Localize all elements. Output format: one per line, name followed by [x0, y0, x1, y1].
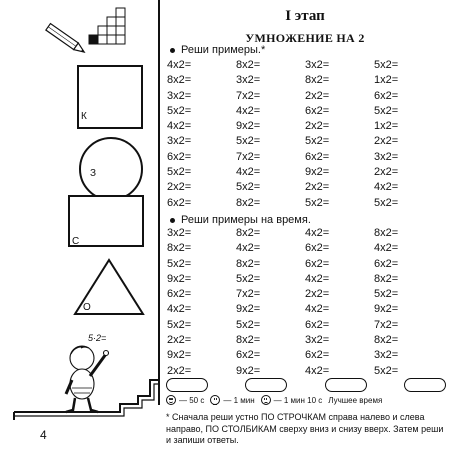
- square-label: К: [81, 111, 87, 122]
- cubes-icon: [86, 6, 132, 52]
- problem-item: 5x2=: [236, 318, 261, 331]
- instruction-1: [170, 44, 265, 56]
- problem-item: 5x2=: [305, 196, 330, 209]
- problem-item: 6x2=: [167, 288, 192, 301]
- problem-item: 4x2=: [374, 181, 399, 194]
- problem-item: 9x2=: [305, 166, 330, 179]
- legend-sad: — 1 мин 10 с: [273, 395, 323, 405]
- problem-item: 6x2=: [167, 196, 192, 209]
- problem-item: 6x2=: [167, 150, 192, 163]
- time-legend: [166, 395, 448, 405]
- problem-item: 8x2=: [305, 74, 330, 87]
- smile-face-icon: [166, 395, 176, 405]
- page-number: 4: [40, 428, 47, 442]
- problem-item: 2x2=: [167, 334, 192, 347]
- problem-item: 3x2=: [305, 59, 330, 71]
- page-title: УМНОЖЕНИЕ НА 2: [245, 31, 365, 45]
- time-box-4[interactable]: [404, 378, 446, 392]
- problem-item: 8x2=: [236, 196, 261, 209]
- problem-item: 9x2=: [374, 303, 399, 316]
- problem-item: 6x2=: [374, 257, 399, 270]
- rectangle-shape: [69, 196, 143, 246]
- problem-item: 7x2=: [236, 89, 261, 102]
- problem-item: 3x2=: [374, 150, 399, 163]
- legend-best: Лучшее время: [328, 395, 383, 405]
- problem-item: 5x2=: [374, 59, 399, 71]
- triangle-label: О: [83, 302, 91, 313]
- problem-item: 8x2=: [236, 227, 261, 239]
- problem-item: 5x2=: [167, 166, 192, 179]
- problem-item: 5x2=: [167, 318, 192, 331]
- time-box-3[interactable]: [325, 378, 367, 392]
- problem-item: 3x2=: [167, 227, 192, 239]
- problem-item: 3x2=: [167, 89, 192, 102]
- pencil-icon: [42, 20, 92, 60]
- problem-item: 2x2=: [374, 135, 399, 148]
- problem-item: 2x2=: [374, 166, 399, 179]
- problem-item: 9x2=: [167, 272, 192, 285]
- time-box-1[interactable]: [166, 378, 208, 392]
- problem-item: 2x2=: [167, 364, 192, 377]
- footnote: * Сначала реши устно ПО СТРОЧКАМ справа налево и слева направо, ПО СТОЛБИКАМ сверху вниз и снизу вверх. Затем реши и запиши ответы.: [166, 412, 444, 445]
- staircase-decoration: [0, 360, 160, 420]
- problems-grid-1: [167, 58, 443, 211]
- problem-item: 4x2=: [236, 104, 261, 117]
- problem-item: 2x2=: [305, 288, 330, 301]
- problem-item: 6x2=: [305, 349, 330, 362]
- problem-item: 4x2=: [305, 227, 330, 239]
- problem-item: 9x2=: [236, 364, 261, 377]
- stage-heading: I этап: [285, 8, 325, 24]
- problem-item: 6x2=: [374, 89, 399, 102]
- problem-item: 8x2=: [236, 257, 261, 270]
- problem-item: 4x2=: [305, 272, 330, 285]
- problem-item: 2x2=: [305, 120, 330, 133]
- column-divider: [158, 0, 160, 405]
- time-boxes: [166, 378, 446, 392]
- problem-item: 7x2=: [374, 318, 399, 331]
- problem-item: 8x2=: [236, 59, 261, 71]
- problem-item: 8x2=: [374, 272, 399, 285]
- problem-item: 5x2=: [374, 196, 399, 209]
- problem-item: 7x2=: [236, 288, 261, 301]
- neutral-face-icon: [210, 395, 220, 405]
- problem-item: 8x2=: [167, 74, 192, 87]
- instruction-2-text: Реши примеры на время.: [181, 214, 311, 226]
- legend-neutral: — 1 мин: [223, 395, 255, 405]
- problem-item: 5x2=: [236, 272, 261, 285]
- problem-item: 8x2=: [236, 334, 261, 347]
- problem-item: 1x2=: [374, 74, 399, 87]
- instruction-1-text: Реши примеры.*: [181, 44, 266, 56]
- problem-item: 3x2=: [167, 135, 192, 148]
- problem-item: 3x2=: [374, 349, 399, 362]
- problem-item: 7x2=: [236, 150, 261, 163]
- problem-item: 9x2=: [236, 303, 261, 316]
- instruction-2: [170, 214, 311, 226]
- problem-item: 6x2=: [305, 104, 330, 117]
- problem-item: 6x2=: [305, 150, 330, 163]
- problem-item: 4x2=: [167, 59, 192, 71]
- shapes-illustration: [60, 60, 155, 320]
- problem-item: 4x2=: [236, 242, 261, 255]
- boy-formula: 5·2=: [88, 333, 107, 343]
- circle-label: З: [90, 168, 97, 179]
- problem-item: 9x2=: [167, 349, 192, 362]
- problem-item: 5x2=: [236, 181, 261, 194]
- problem-item: 3x2=: [236, 74, 261, 87]
- problem-item: 8x2=: [374, 227, 399, 239]
- problem-item: 8x2=: [167, 242, 192, 255]
- problem-item: 4x2=: [305, 303, 330, 316]
- problem-item: 4x2=: [167, 120, 192, 133]
- legend-smile: — 50 с: [179, 395, 205, 405]
- problem-item: 1x2=: [374, 120, 399, 133]
- problem-item: 2x2=: [305, 89, 330, 102]
- problem-item: 5x2=: [374, 104, 399, 117]
- sad-face-icon: [261, 395, 271, 405]
- time-box-2[interactable]: [245, 378, 287, 392]
- bullet-icon: [170, 48, 175, 53]
- problem-item: 6x2=: [305, 242, 330, 255]
- problems-grid-2: [167, 226, 443, 379]
- problem-item: 5x2=: [305, 135, 330, 148]
- problem-item: 9x2=: [236, 120, 261, 133]
- square-shape: [78, 66, 142, 128]
- problem-item: 6x2=: [236, 349, 261, 362]
- problem-item: 4x2=: [305, 364, 330, 377]
- problem-item: 5x2=: [374, 288, 399, 301]
- problem-item: 5x2=: [167, 257, 192, 270]
- problem-item: 6x2=: [305, 257, 330, 270]
- problem-item: 4x2=: [374, 242, 399, 255]
- problem-item: 5x2=: [167, 104, 192, 117]
- problem-item: 8x2=: [374, 334, 399, 347]
- problem-item: 2x2=: [305, 181, 330, 194]
- problem-item: 6x2=: [305, 318, 330, 331]
- problem-item: 4x2=: [167, 303, 192, 316]
- problem-item: 3x2=: [305, 334, 330, 347]
- problem-item: 5x2=: [236, 135, 261, 148]
- problem-item: 4x2=: [236, 166, 261, 179]
- rectangle-label: С: [72, 236, 80, 247]
- problem-item: 2x2=: [167, 181, 192, 194]
- bullet-icon: [170, 218, 175, 223]
- problem-item: 5x2=: [374, 364, 399, 377]
